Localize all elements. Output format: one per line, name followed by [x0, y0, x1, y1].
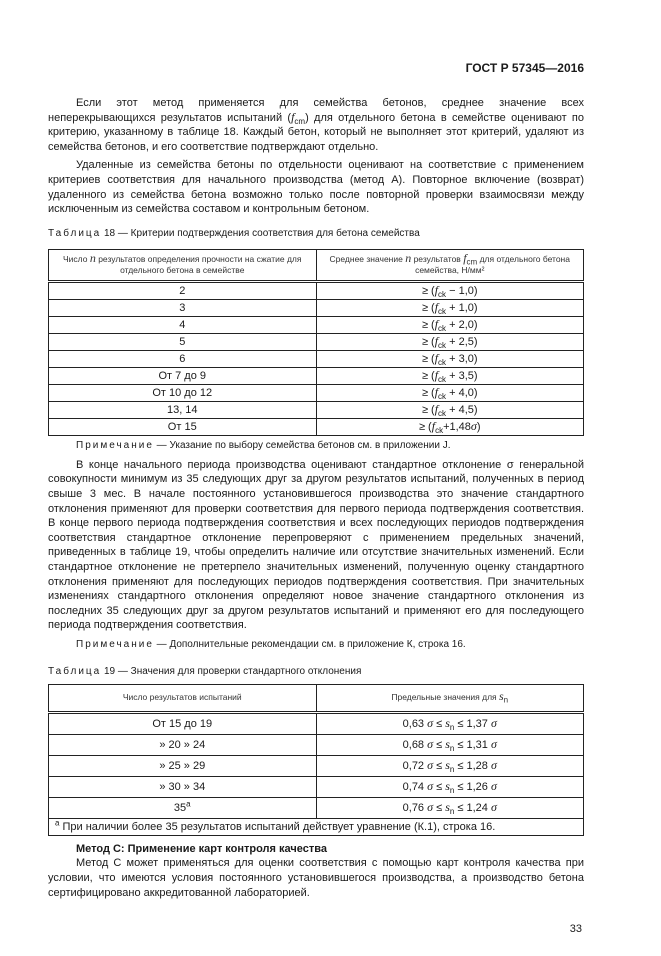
- text-segment: s: [445, 799, 450, 814]
- paragraph-removed-concretes: [48, 158, 584, 216]
- table-row: [49, 350, 584, 367]
- text-segment: σ: [427, 799, 434, 814]
- table-row: [49, 734, 584, 755]
- table-row: [49, 367, 584, 384]
- table-18-header-count: [49, 249, 317, 281]
- text-segment: ≤: [433, 717, 446, 730]
- text-segment: 0,76: [402, 801, 428, 814]
- method-c-heading: Метод С: Применение карт контроля качества: [76, 842, 327, 855]
- text-segment: +1,48: [443, 420, 471, 433]
- table-row: [49, 776, 584, 797]
- text-segment: результатов: [411, 253, 464, 264]
- table-row: [49, 797, 584, 818]
- paragraph-method-c: [48, 856, 584, 900]
- table-row: [49, 316, 584, 333]
- text-segment: ck: [438, 340, 447, 350]
- cell-criterion: [316, 418, 584, 435]
- table-row: [49, 299, 584, 316]
- text-segment: ≥ (: [421, 352, 435, 365]
- text-segment: 0,63: [402, 717, 428, 730]
- cell-count: От 10 до 12: [49, 384, 317, 401]
- table-row: [49, 384, 584, 401]
- text-segment: f: [434, 282, 439, 297]
- cell-count: [49, 734, 317, 755]
- text-segment: ck: [438, 391, 447, 401]
- text-segment: » 25 » 29: [159, 759, 206, 772]
- text-segment: f: [463, 250, 467, 265]
- text-segment: s: [445, 715, 450, 730]
- text-segment: f: [434, 350, 439, 365]
- cell-count: 5: [49, 333, 317, 350]
- text-segment: f: [434, 384, 439, 399]
- table-19-caption: [48, 665, 584, 678]
- cell-count: От 7 до 9: [49, 367, 317, 384]
- text-segment: σ: [470, 418, 477, 433]
- caption-label: Таблица: [48, 227, 102, 239]
- text-segment: σ: [427, 757, 434, 772]
- text-segment: ≥ (: [421, 369, 435, 382]
- cell-limits: [316, 755, 584, 776]
- text-segment: От 15 до 19: [152, 717, 213, 730]
- text-segment: ) для отдельного бетона в семействе оценивают по критерию, указанному в таблице 18. Каждый бетон, который не выполняет этот критерий, удаляют из семейства бетонов, и его соответствие подтверждают отдельно.: [48, 111, 584, 153]
- text-segment: ≥ (: [421, 284, 435, 297]
- text-segment: ): [476, 420, 481, 433]
- cell-count: [49, 712, 317, 734]
- text-segment: Удаленные из семейства бетоны по отдельности оценивают на соответствие с применением критериев соответствия для начального производства (метод А). Повторное включение (возврат) удаленного из семейства бетона возможно только после повторной проверки взаимосвязи между исключенным из семейства составом и контрольным бетоном.: [48, 159, 584, 216]
- text-segment: ck: [438, 374, 447, 384]
- text-segment: 35: [173, 801, 187, 814]
- text-segment: − 1,0): [446, 284, 478, 297]
- note-label: Примечание: [76, 638, 154, 650]
- text-segment: + 4,0): [446, 386, 478, 399]
- cell-count: 13, 14: [49, 401, 317, 418]
- text-segment: σ: [490, 736, 497, 751]
- text-segment: f: [434, 333, 439, 348]
- cell-criterion: [316, 401, 584, 418]
- text-segment: σ: [427, 715, 434, 730]
- text-segment: s: [445, 736, 450, 751]
- cell-limits: [316, 797, 584, 818]
- cell-count: 2: [49, 281, 317, 299]
- table-row: [49, 281, 584, 299]
- text-segment: ≤: [433, 759, 446, 772]
- text-segment: σ: [490, 757, 497, 772]
- text-segment: для отдельного бетона семейства, Н/мм²: [415, 253, 570, 275]
- cell-count: [49, 797, 317, 818]
- text-segment: ck: [438, 306, 447, 316]
- text-segment: a: [55, 818, 60, 828]
- text-segment: ≤: [433, 738, 446, 751]
- text-segment: ≤: [433, 801, 446, 814]
- page-number: 33: [569, 923, 582, 936]
- text-segment: » 30 » 34: [159, 780, 206, 793]
- document-page: [48, 0, 584, 956]
- text-segment: n: [449, 765, 455, 775]
- text-segment: f: [431, 418, 436, 433]
- text-segment: f: [434, 401, 439, 416]
- text-segment: ck: [438, 357, 447, 367]
- cell-count: От 15: [49, 418, 317, 435]
- text-segment: ≤: [433, 780, 446, 793]
- table-row: [49, 755, 584, 776]
- cell-count: 6: [49, 350, 317, 367]
- note-additional-recommendations: [48, 638, 584, 651]
- text-segment: + 2,5): [446, 335, 478, 348]
- cell-count: [49, 776, 317, 797]
- paragraph-family-method: [48, 96, 584, 154]
- table-18-header-mean: [316, 249, 584, 281]
- text-segment: + 4,5): [446, 403, 478, 416]
- text-segment: n: [449, 744, 455, 754]
- table-19: [48, 684, 584, 836]
- text-segment: f: [291, 109, 295, 124]
- text-segment: cm: [294, 116, 306, 126]
- text-segment: 0,72: [402, 759, 428, 772]
- table-row: [49, 333, 584, 350]
- text-segment: Если этот метод применяется для семейства бетонов, среднее значение всех неперекрывающихся результатов испытаний (: [48, 97, 584, 124]
- table-18-note: [48, 439, 584, 452]
- text-segment: n: [503, 696, 509, 706]
- text-segment: s: [445, 757, 450, 772]
- paragraph-standard-deviation: [48, 458, 584, 633]
- text-segment: Метод С может применяться для оценки соответствия с помощью карт контроля качества при условии, что имеются условия постоянного установившегося производства, а производство бетона сертифицировано аккредитованной лабораторией.: [48, 857, 584, 899]
- caption-text: 18 — Критерии подтверждения соответствия для бетона семейства: [101, 227, 420, 239]
- text-segment: + 1,0): [446, 301, 478, 314]
- text-segment: ck: [438, 289, 447, 299]
- text-segment: Среднее значение: [329, 253, 406, 264]
- text-segment: ≥ (: [421, 301, 435, 314]
- text-segment: ≤ 1,37: [454, 717, 491, 730]
- text-segment: ≤ 1,24: [454, 801, 491, 814]
- text-segment: При наличии более 35 результатов испытаний действует уравнение (К.1), строка 16.: [59, 820, 496, 833]
- text-segment: результатов определения прочности на сжатие для отдельного бетона в семействе: [95, 253, 302, 275]
- text-segment: σ: [490, 799, 497, 814]
- text-segment: f: [434, 367, 439, 382]
- text-segment: n: [89, 250, 96, 265]
- text-segment: В конце начального периода производства оценивают стандартное отклонение σ генеральной совокупности минимум из 35 следующих друг за другом результатов испытаний, полученных в период свыше 3 мес. В начале постоянного установившегося производства это значение стандартного отклонения применяют для проверки соответствия для первого периода подтверждения соответствия. В конце первого периода подтверждения соответствия и всех последующих периодов подтверждения соответствия стандартное отклонение перепроверяют с применением предельных значений, приведенных в таблице 19, чтобы определить наличие или отсутствие значительных изменений. Если стандартное отклонение не претерпело значительных изменений, полученную оценку стандартного отклонения применяют для последующих периодов подтверждения соответствия. При значительных изменениях стандартного отклонения определяют новое значение стандартного отклонения из последних 35 следующих друг за другом результатов испытаний и применяют его для последующего периода подтверждения соответствия.: [48, 458, 584, 632]
- caption-label: Таблица: [48, 665, 102, 677]
- text-segment: » 20 » 24: [159, 738, 206, 751]
- text-segment: σ: [427, 736, 434, 751]
- text-segment: ≥ (: [418, 420, 432, 433]
- table-18-caption: [48, 227, 584, 240]
- text-segment: cm: [466, 257, 478, 267]
- text-segment: + 3,5): [446, 369, 478, 382]
- text-segment: s: [499, 689, 504, 704]
- note-label: Примечание: [76, 439, 154, 451]
- text-segment: + 2,0): [446, 318, 478, 331]
- table-19-header-limits: [316, 684, 584, 712]
- cell-criterion: [316, 333, 584, 350]
- text-segment: ≥ (: [421, 386, 435, 399]
- text-segment: ≥ (: [421, 318, 435, 331]
- text-segment: ≤ 1,31: [454, 738, 491, 751]
- text-segment: 0,74: [402, 780, 428, 793]
- cell-count: 4: [49, 316, 317, 333]
- text-segment: ck: [435, 425, 444, 435]
- cell-limits: [316, 734, 584, 755]
- text-segment: ≥ (: [421, 403, 435, 416]
- text-segment: Число результатов испытаний: [122, 692, 242, 703]
- cell-count: 3: [49, 299, 317, 316]
- cell-limits: [316, 712, 584, 734]
- cell-criterion: [316, 281, 584, 299]
- text-segment: σ: [490, 778, 497, 793]
- table-footnote-row: [49, 818, 584, 835]
- cell-criterion: [316, 384, 584, 401]
- note-text: — Дополнительные рекомендации см. в приложение К, строка 16.: [153, 638, 466, 650]
- text-segment: n: [449, 723, 455, 733]
- text-segment: + 3,0): [446, 352, 478, 365]
- text-segment: n: [449, 807, 455, 817]
- text-segment: ≥ (: [421, 335, 435, 348]
- text-segment: ≤ 1,28: [454, 759, 491, 772]
- text-segment: n: [449, 786, 455, 796]
- text-segment: ck: [438, 408, 447, 418]
- text-segment: σ: [490, 715, 497, 730]
- text-segment: s: [445, 778, 450, 793]
- text-segment: ck: [438, 323, 447, 333]
- table-row: [49, 418, 584, 435]
- text-segment: f: [434, 316, 439, 331]
- cell-criterion: [316, 316, 584, 333]
- cell-criterion: [316, 350, 584, 367]
- text-segment: 0,68: [402, 738, 428, 751]
- text-segment: a: [186, 799, 191, 809]
- cell-count: [49, 755, 317, 776]
- note-text: — Указание по выбору семейства бетонов см. в приложении J.: [153, 439, 451, 451]
- caption-text: 19 — Значения для проверки стандартного отклонения: [101, 665, 362, 677]
- cell-criterion: [316, 299, 584, 316]
- cell-limits: [316, 776, 584, 797]
- text-segment: n: [405, 250, 412, 265]
- document-header: ГОСТ Р 57345—2016: [465, 61, 584, 75]
- text-segment: Предельные значения для: [391, 692, 499, 703]
- table-18: [48, 249, 584, 436]
- text-segment: σ: [427, 778, 434, 793]
- text-segment: Число: [63, 253, 90, 264]
- table-row: [49, 401, 584, 418]
- table-footnote: [49, 818, 584, 835]
- text-segment: ≤ 1,26: [454, 780, 491, 793]
- cell-criterion: [316, 367, 584, 384]
- text-segment: f: [434, 299, 439, 314]
- table-19-header-count: [49, 684, 317, 712]
- table-row: [49, 712, 584, 734]
